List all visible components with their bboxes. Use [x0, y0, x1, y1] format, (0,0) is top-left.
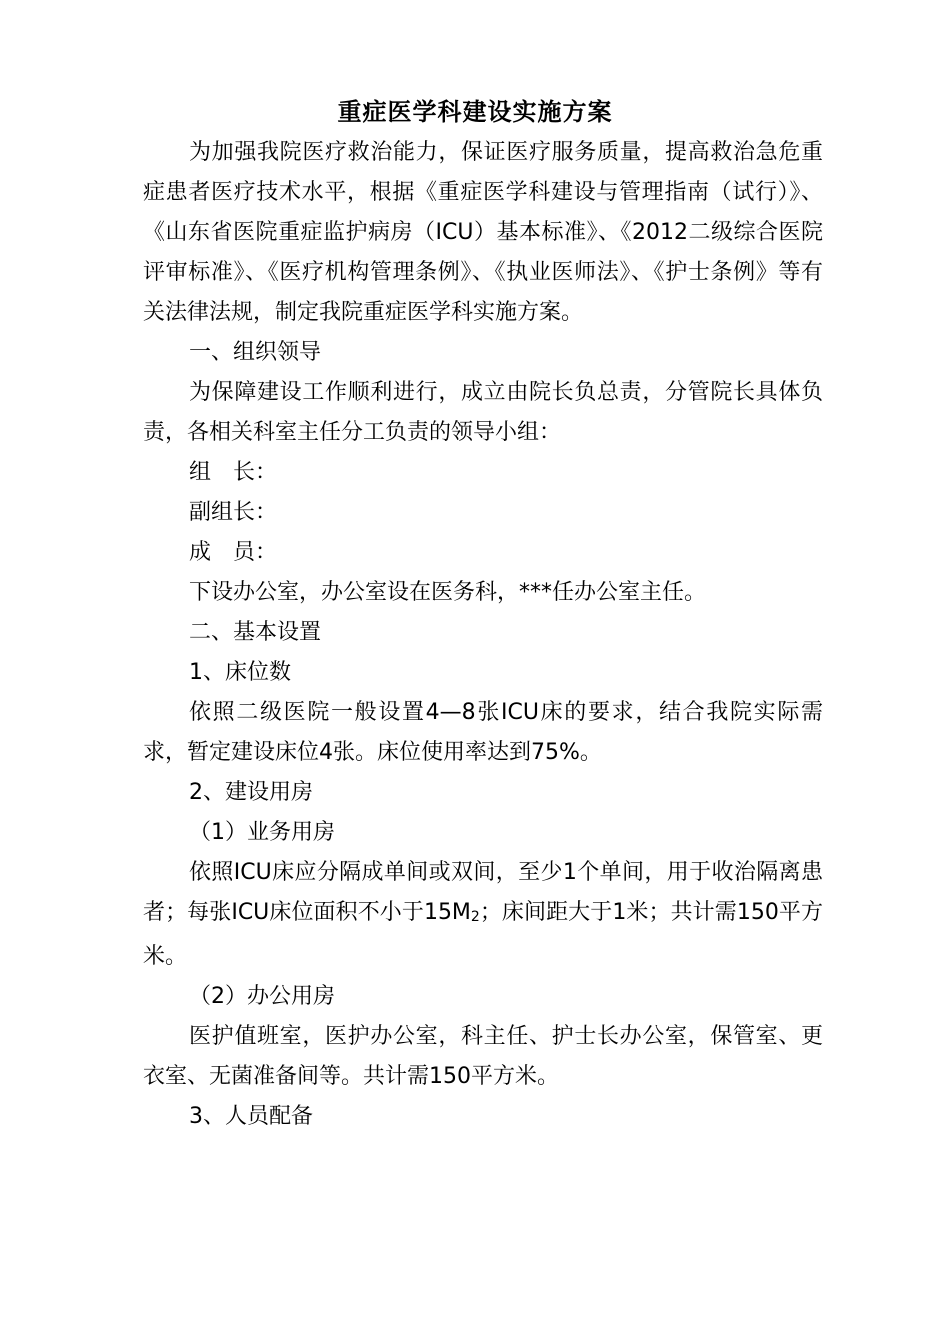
item-2b-paragraph: 医护值班室，医护办公室，科主任、护士长办公室，保管室、更衣室、无菌准备间等。共计需150平方米。	[143, 1024, 823, 1089]
members-line: 成 员：	[189, 540, 278, 565]
section-2-heading: 二、基本设置	[189, 620, 322, 645]
area-unit-subscript: 2	[470, 909, 480, 925]
section-1-paragraph: 为保障建设工作顺利进行，成立由院长负总责，分管院长具体负责，各相关科室主任分工负责的领导小组：	[143, 380, 823, 445]
item-1-heading: 1、床位数	[189, 660, 291, 685]
item-2-heading: 2、建设用房	[189, 780, 313, 805]
document-title: 重症医学科建设实施方案	[337, 97, 613, 126]
item-2a-paragraph	[143, 853, 823, 977]
item-3-heading: 3、人员配备	[189, 1104, 313, 1129]
item-2a-text-after: ；床间距大于1米；共计需150平方米。	[143, 900, 823, 969]
item-2a-heading: （1）业务用房	[189, 820, 335, 845]
intro-paragraph: 为加强我院医疗救治能力，保证医疗服务质量，提高救治急危重症患者医疗技术水平，根据《重症医学科建设与管理指南（试行）》、《山东省医院重症监护病房（ICU）基本标准》、《2012二级综合医院评审标准》、《医疗机构管理条例》、《执业医师法》、《护士条例》等有关法律法规，制定我院重症医学科实施方案。	[143, 140, 823, 325]
item-1-paragraph: 依照二级医院一般设置4—8张ICU床的要求，结合我院实际需求，暂定建设床位4张。床位使用率达到75%。	[143, 700, 823, 765]
leader-line: 组 长：	[189, 460, 278, 485]
deputy-leader-line: 副组长：	[189, 500, 278, 525]
item-2b-heading: （2）办公用房	[189, 984, 335, 1009]
item-2a-text-before: 依照ICU床应分隔成单间或双间，至少1个单间，用于收治隔离患者；每张ICU床位面积不小于15M	[143, 860, 823, 925]
document-body	[143, 133, 823, 1137]
section-1-heading: 一、组织领导	[189, 340, 322, 365]
office-paragraph: 下设办公室，办公室设在医务科，***任办公室主任。	[189, 580, 707, 605]
